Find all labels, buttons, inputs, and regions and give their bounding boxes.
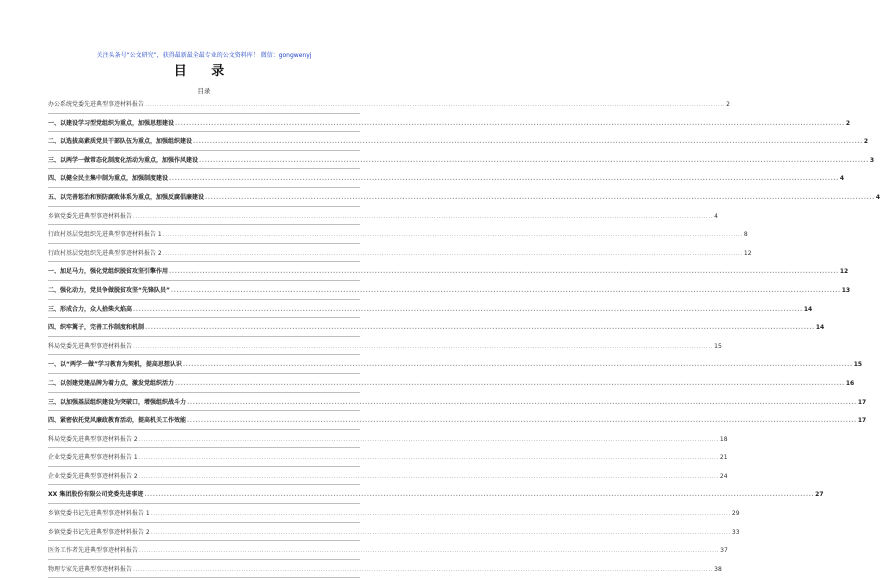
toc-entry[interactable] (48, 114, 851, 133)
toc-page-number: 27 (815, 491, 824, 499)
toc-page-number: 13 (841, 286, 851, 294)
toc-page-number: 37 (720, 547, 728, 555)
toc-entry-title: 四、以健全民主集中制为重点，加强制度建设 (48, 175, 169, 183)
toc-dot-leader (144, 488, 814, 503)
toc-dot-leader (175, 117, 845, 132)
toc-page-number: 33 (731, 528, 740, 536)
toc-page-number: 14 (815, 324, 825, 332)
toc-entry[interactable] (48, 337, 722, 356)
toc-entry-title: 五、以完善惩治和预防腐败体系为重点，加强反腐倡廉建设 (48, 193, 205, 201)
toc-page-number: 12 (743, 249, 752, 257)
toc-page-number: 38 (714, 565, 722, 573)
toc-dot-leader (133, 210, 713, 225)
toc-page-number: 21 (719, 454, 728, 462)
toc-entry[interactable] (48, 448, 728, 467)
toc-dot-leader (151, 526, 731, 541)
toc-dot-leader (171, 284, 841, 299)
toc-page-number: 2 (863, 138, 869, 146)
toc-entry-title: 二、以选拔高素质党员干部队伍为重点，加强组织建设 (48, 138, 193, 146)
toc-entry[interactable] (48, 504, 740, 523)
toc-entry[interactable] (48, 300, 813, 319)
toc-entry[interactable] (48, 467, 728, 486)
toc-entry[interactable] (48, 374, 855, 393)
toc-page-number: 16 (845, 379, 855, 387)
toc-entry[interactable] (48, 560, 722, 579)
toc-entry[interactable] (48, 485, 824, 504)
toc-page-number: 4 (714, 212, 718, 220)
toc-dot-leader (193, 135, 863, 150)
toc-entry[interactable] (48, 262, 849, 281)
toc-dot-leader (163, 247, 743, 262)
toc-page-number: 15 (853, 361, 863, 369)
toc-entry-title: 四、紧密依托党风廉政教育活动，提高机关工作效能 (48, 417, 187, 425)
page-title: 目 录 (173, 64, 235, 79)
table-of-contents (48, 95, 880, 578)
toc-entry-title: 科局党委先进典型事迹材料报告 (48, 342, 133, 350)
toc-entry-title: 乡镇党委书记先进典型事迹材料报告 1 (48, 510, 150, 518)
toc-dot-leader (133, 340, 713, 355)
toc-page-number: 4 (839, 175, 845, 183)
toc-entry[interactable] (48, 169, 845, 188)
toc-entry[interactable] (48, 318, 825, 337)
toc-page-number: 2 (845, 119, 851, 127)
toc-entry-title: 乡镇党委书记先进典型事迹材料报告 2 (48, 528, 150, 536)
toc-dot-leader (183, 358, 853, 373)
toc-dot-leader (169, 172, 839, 187)
toc-page-number: 29 (731, 510, 740, 518)
toc-entry[interactable] (48, 132, 869, 151)
toc-entry[interactable] (48, 207, 718, 226)
toc-entry-title: 科局党委先进典型事迹材料报告 2 (48, 435, 138, 443)
toc-page-number: 18 (719, 435, 728, 443)
toc-entry[interactable] (48, 393, 867, 412)
toc-page-number: 17 (857, 398, 867, 406)
toc-page-number: 24 (719, 472, 728, 480)
toc-entry-title: 三、以加强基层组织建设为突破口，增强组织战斗力 (48, 398, 187, 406)
toc-dot-leader (169, 265, 839, 280)
toc-entry-title: 行政村基层党组织先进典型事迹材料报告 1 (48, 231, 162, 239)
toc-page-number: 4 (875, 193, 880, 201)
toc-dot-leader (133, 563, 713, 578)
toc-entry-title: 一、以“两学一做”学习教育为契机，提高思想认识 (48, 361, 182, 369)
toc-dot-leader (139, 451, 719, 466)
toc-entry-title: 三、形成合力，众人拾柴火焰高 (48, 305, 133, 313)
toc-entry-title: 二、以创建党建品牌为着力点，激发党组织活力 (48, 379, 175, 387)
toc-entry[interactable] (48, 541, 728, 560)
toc-entry[interactable] (48, 225, 748, 244)
toc-page-number: 17 (857, 417, 867, 425)
toc-dot-leader (151, 507, 731, 522)
toc-entry-title: 行政村基层党组织先进典型事迹材料报告 2 (48, 249, 162, 257)
toc-page-number: 14 (803, 305, 813, 313)
toc-page-number: 15 (714, 342, 722, 350)
toc-page-number: 12 (839, 268, 849, 276)
toc-dot-leader (187, 396, 857, 411)
toc-dot-leader (145, 321, 815, 336)
toc-subtitle: 目录 (197, 87, 211, 95)
toc-entry[interactable] (48, 151, 875, 170)
toc-entry[interactable] (48, 430, 728, 449)
toc-entry-title: 二、强化动力，党员争做脱贫攻坚“先锋队员” (48, 286, 170, 294)
toc-entry-title: 医务工作者先进典型事迹材料报告 (48, 547, 139, 555)
toc-entry-title: 一、加足马力，强化党组织脱贫攻坚引擎作用 (48, 268, 169, 276)
toc-entry-title: 三、以两学一做常态化制度化活动为重点，加强作风建设 (48, 156, 199, 164)
toc-entry[interactable] (48, 95, 730, 114)
toc-dot-leader (139, 544, 719, 559)
toc-page-number: 3 (869, 156, 875, 164)
toc-entry-title: XX 集团股份有限公司党委先进事迹 (48, 491, 144, 499)
toc-dot-leader (205, 191, 875, 206)
toc-entry-title: 企业党委先进典型事迹材料报告 2 (48, 472, 138, 480)
toc-entry-title: 办公系统党委先进典型事迹材料报告 (48, 101, 145, 108)
toc-dot-leader (199, 154, 869, 169)
toc-dot-leader (163, 228, 743, 243)
toc-entry-title: 一、以建设学习型党组织为重点，加强思想建设 (48, 119, 175, 127)
toc-dot-leader (175, 377, 845, 392)
toc-entry-title: 企业党委先进典型事迹材料报告 1 (48, 454, 138, 462)
toc-entry[interactable] (48, 188, 880, 207)
toc-page-number: 2 (726, 101, 730, 108)
toc-page-number: 8 (743, 231, 748, 239)
toc-dot-leader (139, 470, 719, 485)
toc-entry-title: 四、织牢篱子，完善工作制度和机制 (48, 324, 145, 332)
toc-dot-leader (145, 98, 725, 113)
toc-entry[interactable] (48, 355, 863, 374)
promo-banner[interactable]: 关注头条号“公文研究”，获得最新最全最专业的公文资料库！ 微信：gongwenyj (96, 52, 312, 59)
toc-entry-title: 物理专家先进典型事迹材料报告 (48, 565, 133, 573)
toc-entry-title: 乡镇党委先进典型事迹材料报告 (48, 212, 133, 220)
toc-dot-leader (139, 433, 719, 448)
toc-dot-leader (133, 303, 803, 318)
toc-dot-leader (187, 414, 857, 429)
toc-entry[interactable] (48, 244, 752, 263)
toc-entry[interactable] (48, 281, 851, 300)
toc-entry[interactable] (48, 411, 867, 430)
toc-entry[interactable] (48, 523, 740, 542)
